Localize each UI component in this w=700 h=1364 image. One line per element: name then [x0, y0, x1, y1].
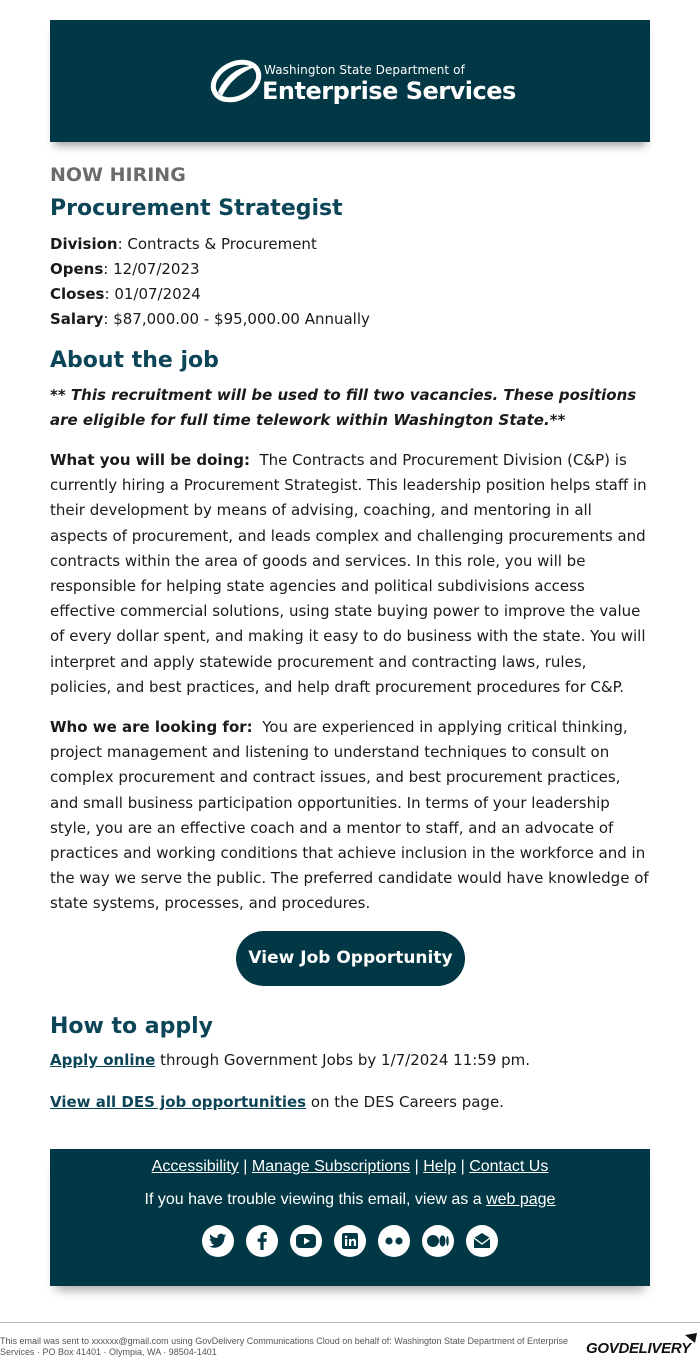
view-job-opportunity-button[interactable]: View Job Opportunity	[236, 931, 465, 986]
looking-label: Who we are looking for:	[50, 718, 253, 736]
footer-separator: |	[460, 1158, 465, 1175]
salary-value: $87,000.00 - $95,000.00 Annually	[113, 310, 370, 328]
des-logo-icon	[208, 56, 264, 106]
govdelivery-logo[interactable]: GOVDELIVERY	[586, 1340, 691, 1357]
logo-title: Enterprise Services	[262, 77, 516, 105]
all-jobs-line	[50, 1093, 504, 1111]
facebook-icon[interactable]	[246, 1225, 278, 1257]
medium-icon[interactable]	[422, 1225, 454, 1257]
opens-value: 12/07/2023	[113, 260, 200, 278]
footer-separator: |	[414, 1158, 419, 1175]
web-page-link[interactable]: web page	[486, 1191, 556, 1208]
email-icon[interactable]	[466, 1225, 498, 1257]
youtube-icon[interactable]	[290, 1225, 322, 1257]
view-web-text: If you have trouble viewing this email, view as a	[144, 1191, 482, 1208]
job-title: Procurement Strategist	[50, 196, 343, 221]
meta-closes: Closes: 01/07/2024	[50, 285, 201, 303]
logo-subtitle: Washington State Department of	[264, 63, 465, 77]
closes-value: 01/07/2024	[114, 285, 201, 303]
apply-online-text: through Government Jobs by 1/7/2024 11:59 pm.	[160, 1051, 531, 1069]
view-all-jobs-link[interactable]: View all DES job opportunities	[50, 1093, 307, 1111]
manage-subscriptions-link[interactable]: Manage Subscriptions	[251, 1158, 411, 1175]
division-label: Division	[50, 235, 118, 253]
meta-salary: Salary: $87,000.00 - $95,000.00 Annually	[50, 310, 370, 328]
doing-label: What you will be doing:	[50, 451, 250, 469]
govdelivery-envelope-icon	[684, 1332, 698, 1344]
job-meta	[50, 232, 370, 332]
about-heading: About the job	[50, 348, 219, 373]
footer-links	[50, 1158, 650, 1176]
email-footer	[50, 1149, 650, 1286]
header-banner	[50, 20, 650, 142]
apply-online-line	[50, 1051, 530, 1069]
accessibility-link[interactable]: Accessibility	[151, 1158, 239, 1175]
footer-separator: |	[243, 1158, 248, 1175]
vacancy-notice: ** This recruitment will be used to fill two vacancies. These positions are eligible for full time telework within Washington State.**	[50, 386, 637, 429]
view-all-jobs-text: on the DES Careers page.	[310, 1093, 504, 1111]
doing-text: The Contracts and Procurement Division (C&P) is currently hiring a Procurement Strategist. This leadership position helps staff in their development by means of advising, coaching, and mentoring in all aspects of procurement, and leads complex and challenging procurements and contracts within the area of goods and services. In this role, you will be responsible for helping state agencies and political subdivisions access effective commercial solutions, using state buying power to improve the value of every dollar spent, and making it easy to do business with the state. You will interpret and apply statewide procurement and contracting laws, rules, policies, and best practices, and help draft procurement procedures for C&P.	[50, 451, 647, 696]
meta-opens: Opens: 12/07/2023	[50, 260, 200, 278]
contact-us-link[interactable]: Contact Us	[469, 1158, 549, 1175]
bottom-divider	[0, 1322, 700, 1323]
looking-text: You are experienced in applying critical thinking, project management and listening to understand techniques to consult on complex procurement and contract issues, and best procurement practices, and small business participation opportunities. In terms of your leadership style, you are an effective coach and a mentor to staff, and an advocate of practices and working conditions that achieve inclusion in the workforce and in the way we serve the public. The preferred candidate would have knowledge of state systems, processes, and procedures.	[50, 718, 649, 913]
view-web-note	[50, 1191, 650, 1209]
meta-division: Division: Contracts & Procurement	[50, 235, 317, 253]
social-icons	[202, 1225, 498, 1257]
help-link[interactable]: Help	[423, 1158, 457, 1175]
linkedin-icon[interactable]	[334, 1225, 366, 1257]
division-value: Contracts & Procurement	[127, 235, 317, 253]
flickr-icon[interactable]	[378, 1225, 410, 1257]
twitter-icon[interactable]	[202, 1225, 234, 1257]
delivery-disclaimer: This email was sent to xxxxxx@gmail.com using GovDelivery Communications Cloud on behalf of: Washington State Department of Enterprise Services · PO Box 41401 · Olympia, WA · 98504-1401	[0, 1336, 569, 1357]
looking-paragraph	[50, 715, 652, 917]
how-to-apply-heading: How to apply	[50, 1014, 214, 1039]
doing-paragraph	[50, 448, 652, 700]
apply-online-link[interactable]: Apply online	[50, 1051, 156, 1069]
closes-label: Closes	[50, 285, 105, 303]
salary-label: Salary	[50, 310, 104, 328]
opens-label: Opens	[50, 260, 104, 278]
now-hiring-kicker: NOW HIRING	[50, 164, 186, 186]
